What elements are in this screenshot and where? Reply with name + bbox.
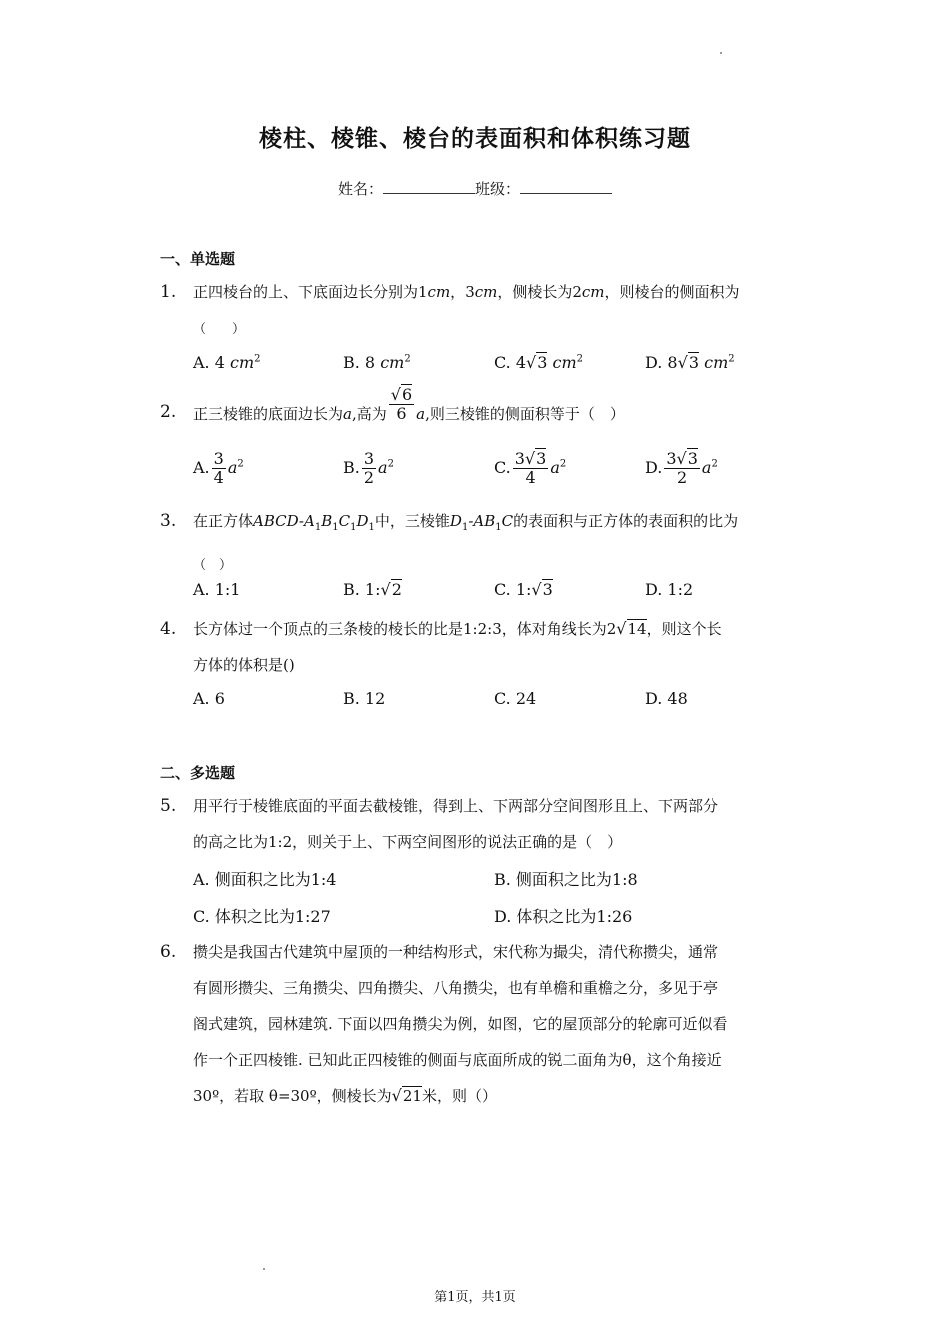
q4-option-c[interactable]: C. 24 — [494, 689, 537, 708]
name-blank[interactable] — [383, 179, 475, 194]
section-single-choice: 一、单选题 — [160, 250, 236, 268]
name-label: 姓名： — [337, 180, 383, 198]
q3-option-d[interactable]: D. 1:2 — [645, 580, 694, 599]
q4-text: 长方体过一个顶点的三条棱的棱长的比是1:2:3，体对角线长为2√14，则这个长 方体的体积是() — [193, 619, 722, 674]
section-multiple-choice: 二、多选题 — [160, 764, 236, 782]
q4-option-d[interactable]: D. 48 — [645, 689, 688, 708]
q4-number: 4. — [160, 619, 177, 639]
class-label: 班级： — [475, 180, 521, 198]
q1-option-d[interactable]: D. 8√3 $cm^2$ — [645, 353, 735, 372]
q2-text: 正三棱锥的底面边长为a,高为 $\frac{√6}{6}$ a,则三棱锥的侧面积等于（ ） — [193, 385, 625, 423]
corner-mark — [720, 52, 722, 54]
q1-option-b[interactable]: B. 8 $cm^2$ — [343, 353, 411, 372]
q5-option-b[interactable]: B. 侧面积之比为1:8 — [494, 870, 638, 889]
q5-option-a[interactable]: A. 侧面积之比为1:4 — [193, 870, 337, 889]
q1-number: 1. — [160, 282, 177, 302]
sqrt-icon: √ — [380, 580, 391, 599]
q4-option-a[interactable]: A. 6 — [193, 689, 225, 708]
sqrt-icon: √ — [526, 353, 537, 372]
q3-option-b[interactable]: B. 1:√2 — [343, 580, 402, 599]
q5-option-d[interactable]: D. 体积之比为1:26 — [494, 907, 633, 926]
q5-text: 用平行于棱锥底面的平面去截棱锥，得到上、下两部分空间图形且上、下两部分 的高之比为1:2，则关于上、下两空间图形的说法正确的是（ ） — [193, 797, 719, 851]
page-footer: 第1页，共1页 — [434, 1290, 516, 1305]
sqrt-icon: √ — [531, 580, 542, 599]
name-class-line — [0, 178, 950, 199]
q5-number: 5. — [160, 796, 177, 816]
q2-option-c[interactable]: C. $\frac{3√3}{4}$ $a^2$ — [494, 449, 567, 487]
q3-text: 在正方体ABCD-$A_1B_1C_1D_1$中，三棱锥$D_1-AB_1C$的表面积与正方体的表面积的比为 （ ） — [193, 512, 739, 573]
q3-option-a[interactable]: A. 1:1 — [193, 580, 241, 599]
page-title: 棱柱、棱锥、棱台的表面积和体积练习题 — [259, 125, 691, 152]
q1-option-a[interactable]: A. 4 $cm^2$ — [193, 353, 261, 372]
sqrt-icon: √ — [524, 449, 536, 468]
q6-text: 攒尖是我国古代建筑中屋顶的一种结构形式，宋代称为撮尖，清代称攒尖，通常 有圆形攒尖、三角攒尖、四角攒尖、八角攒尖，也有单檐和重檐之分，多见于亭 阁式建筑，园林建筑. 下面以四角攒尖为例，如图，它的屋顶部分的轮廓可近似看 作一个正四棱锥. 已知此正四棱锥的侧面与底面所成的锐二面角为θ，这个角接近 30º，若取 θ=30º，侧棱长为√21米，则（） — [193, 943, 728, 1105]
sqrt-icon: √ — [616, 619, 627, 638]
q1-text: 正四棱台的上、下底面边长分别为1cm，3cm，侧棱长为2cm，则棱台的侧面积为 （ ） — [193, 283, 740, 337]
q2-option-d[interactable]: D. $\frac{3√3}{2}$ $a^2$ — [645, 449, 718, 487]
class-blank[interactable] — [520, 179, 612, 194]
q2-option-b[interactable]: B. $\frac{3}{2}$ $a^2$ — [343, 449, 394, 487]
sqrt-icon: √ — [676, 449, 687, 468]
q6-number: 6. — [160, 942, 177, 962]
sqrt-icon: √ — [391, 1086, 402, 1105]
q3-number: 3. — [160, 511, 177, 531]
q2-number: 2. — [160, 402, 177, 422]
q3-option-c[interactable]: C. 1:√3 — [494, 580, 553, 599]
q1-option-c[interactable]: C. 4√3 $cm^2$ — [494, 353, 584, 372]
q5-option-c[interactable]: C. 体积之比为1:27 — [193, 907, 331, 926]
sqrt-icon: √ — [677, 353, 688, 372]
q4-option-b[interactable]: B. 12 — [343, 689, 386, 708]
sqrt-icon: √ — [390, 385, 401, 404]
corner-mark — [263, 1268, 265, 1270]
height-fraction: $\frac{√6}{6}$ — [390, 385, 413, 423]
q2-option-a[interactable]: A. $\frac{3}{4}$ $a^2$ — [193, 449, 244, 487]
